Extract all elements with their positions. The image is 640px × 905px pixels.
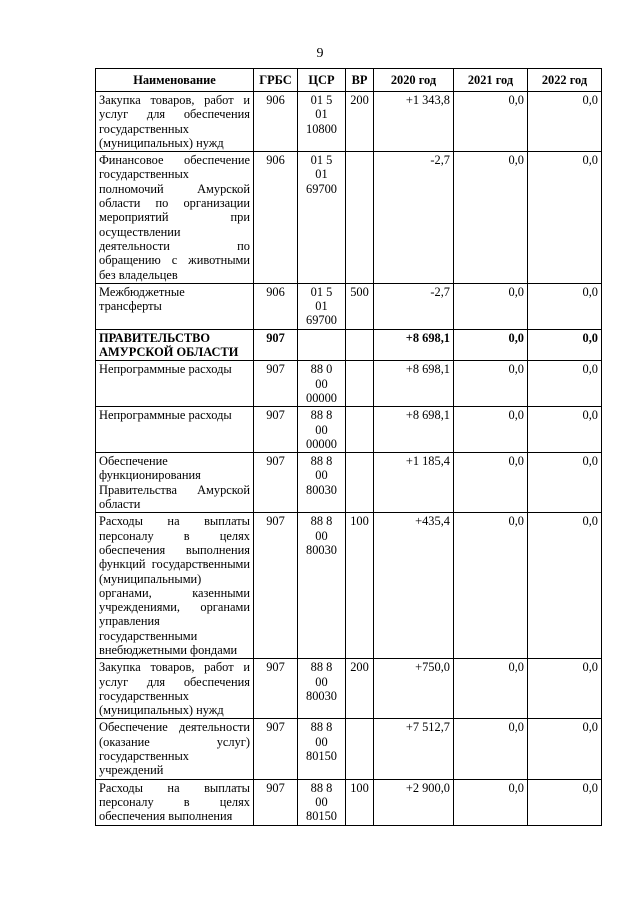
row-2022: 0,0 — [528, 659, 602, 719]
row-csr-part: 01 — [315, 299, 328, 314]
header-grbs: ГРБС — [254, 69, 298, 92]
row-name: Закупка товаров, работ и услуг для обеспечения государственных (муниципальных) нужд — [96, 92, 254, 152]
row-2020: +435,4 — [374, 513, 454, 659]
row-2021: 0,0 — [454, 719, 528, 779]
table-row — [96, 329, 602, 361]
row-2022: 0,0 — [528, 453, 602, 513]
table-header-row — [96, 69, 602, 92]
header-csr: ЦСР — [298, 69, 346, 92]
row-csr-part: 80030 — [306, 688, 337, 703]
row-2022: 0,0 — [528, 407, 602, 453]
row-csr-part: 88 8 — [310, 660, 333, 675]
row-csr-part: 88 8 — [310, 780, 333, 795]
row-2021: 0,0 — [454, 513, 528, 659]
row-csr-part: 00000 — [306, 390, 337, 405]
row-csr-part: 01 — [315, 107, 328, 122]
row-csr-part: 80150 — [306, 809, 337, 824]
row-csr-part: 00 — [315, 528, 328, 543]
table-row — [96, 513, 602, 659]
row-2022: 0,0 — [528, 361, 602, 407]
table-row — [96, 779, 602, 825]
row-name: Межбюджетные трансферты — [96, 283, 254, 329]
row-vr — [346, 407, 374, 453]
row-2022: 0,0 — [528, 329, 602, 361]
row-csr — [298, 361, 346, 407]
row-csr-part: 80030 — [306, 542, 337, 557]
row-csr-part: 00 — [315, 468, 328, 483]
table-row — [96, 659, 602, 719]
row-csr-part: 00 — [315, 734, 328, 749]
row-2021: 0,0 — [454, 283, 528, 329]
row-2021: 0,0 — [454, 779, 528, 825]
row-csr-part: 80150 — [306, 749, 337, 764]
row-grbs: 906 — [254, 152, 298, 284]
row-csr-part: 01 5 — [310, 284, 333, 299]
row-csr — [298, 329, 346, 361]
row-vr — [346, 453, 374, 513]
row-csr-part: 69700 — [306, 313, 337, 328]
row-name: Обеспечение деятельности (оказание услуг) государственных учреждений — [96, 719, 254, 779]
header-2022: 2022 год — [528, 69, 602, 92]
header-2020: 2020 год — [374, 69, 454, 92]
header-name: Наименование — [96, 69, 254, 92]
table-row — [96, 361, 602, 407]
row-vr — [346, 329, 374, 361]
row-2020: +8 698,1 — [374, 407, 454, 453]
table-row — [96, 453, 602, 513]
row-csr — [298, 283, 346, 329]
row-2020: +7 512,7 — [374, 719, 454, 779]
row-grbs: 907 — [254, 779, 298, 825]
row-name: Финансовое обеспечение государственных полномочий Амурской области по организации мероприятий при осуществлении деятельности по обращению с животными без владельцев — [96, 152, 254, 284]
row-csr — [298, 407, 346, 453]
row-name: ПРАВИТЕЛЬСТВО АМУРСКОЙ ОБЛАСТИ — [96, 329, 254, 361]
row-name: Закупка товаров, работ и услуг для обеспечения государственных (муниципальных) нужд — [96, 659, 254, 719]
row-name: Обеспечение функционирования Правительства Амурской области — [96, 453, 254, 513]
row-csr-part: 00 — [315, 376, 328, 391]
row-vr — [346, 152, 374, 284]
row-csr — [298, 779, 346, 825]
row-csr-part: 88 8 — [310, 720, 333, 735]
row-csr-part: 10800 — [306, 121, 337, 136]
row-2020: +8 698,1 — [374, 361, 454, 407]
row-csr-part: 00 — [315, 422, 328, 437]
row-csr-part: 88 0 — [310, 362, 333, 377]
row-csr — [298, 719, 346, 779]
row-csr-part: 00000 — [306, 436, 337, 451]
row-csr — [298, 659, 346, 719]
row-grbs: 907 — [254, 513, 298, 659]
row-csr-part: 88 8 — [310, 454, 333, 469]
row-vr — [346, 719, 374, 779]
table-row — [96, 152, 602, 284]
header-2021: 2021 год — [454, 69, 528, 92]
row-2021: 0,0 — [454, 361, 528, 407]
row-2022: 0,0 — [528, 779, 602, 825]
row-vr: 200 — [346, 92, 374, 152]
row-csr-part: 01 5 — [310, 93, 333, 107]
row-csr-part: 01 — [315, 167, 328, 182]
row-name: Расходы на выплаты персоналу в целях обеспечения выполнения — [96, 779, 254, 825]
row-2020: +1 185,4 — [374, 453, 454, 513]
table-row — [96, 92, 602, 152]
row-vr: 200 — [346, 659, 374, 719]
row-2021: 0,0 — [454, 152, 528, 284]
row-csr-part: 01 5 — [310, 153, 333, 168]
row-grbs: 906 — [254, 92, 298, 152]
row-2020: +1 343,8 — [374, 92, 454, 152]
row-vr: 100 — [346, 513, 374, 659]
row-2021: 0,0 — [454, 453, 528, 513]
row-grbs: 907 — [254, 329, 298, 361]
row-grbs: 907 — [254, 453, 298, 513]
row-name: Непрограммные расходы — [96, 361, 254, 407]
row-2020: +8 698,1 — [374, 329, 454, 361]
header-vr: ВР — [346, 69, 374, 92]
row-csr — [298, 92, 346, 152]
row-csr-part: 00 — [315, 794, 328, 809]
row-name: Расходы на выплаты персоналу в целях обеспечения выполнения функций государственными (муниципальными) органами, казенными учреждениями, органами управления государственными внебюджетными фондами — [96, 513, 254, 659]
row-2022: 0,0 — [528, 283, 602, 329]
row-2021: 0,0 — [454, 92, 528, 152]
row-csr — [298, 152, 346, 284]
row-grbs: 907 — [254, 407, 298, 453]
table-row — [96, 407, 602, 453]
row-2022: 0,0 — [528, 152, 602, 284]
row-2022: 0,0 — [528, 719, 602, 779]
row-2020: +750,0 — [374, 659, 454, 719]
row-vr: 500 — [346, 283, 374, 329]
row-2022: 0,0 — [528, 92, 602, 152]
row-vr — [346, 361, 374, 407]
budget-table — [95, 68, 602, 826]
row-grbs: 907 — [254, 361, 298, 407]
row-vr: 100 — [346, 779, 374, 825]
table-row — [96, 283, 602, 329]
row-name: Непрограммные расходы — [96, 407, 254, 453]
row-csr-part: 80030 — [306, 482, 337, 497]
row-csr — [298, 513, 346, 659]
row-csr-part: 00 — [315, 674, 328, 689]
row-2022: 0,0 — [528, 513, 602, 659]
row-csr — [298, 453, 346, 513]
row-grbs: 906 — [254, 283, 298, 329]
page-number: 9 — [316, 46, 324, 61]
row-2020: -2,7 — [374, 152, 454, 284]
row-2021: 0,0 — [454, 329, 528, 361]
row-csr-part: 88 8 — [310, 514, 333, 529]
row-2020: -2,7 — [374, 283, 454, 329]
row-2021: 0,0 — [454, 407, 528, 453]
row-csr-part: 69700 — [306, 181, 337, 196]
row-2020: +2 900,0 — [374, 779, 454, 825]
table-row — [96, 719, 602, 779]
row-grbs: 907 — [254, 659, 298, 719]
row-2021: 0,0 — [454, 659, 528, 719]
row-csr-part: 88 8 — [310, 408, 333, 423]
row-grbs: 907 — [254, 719, 298, 779]
